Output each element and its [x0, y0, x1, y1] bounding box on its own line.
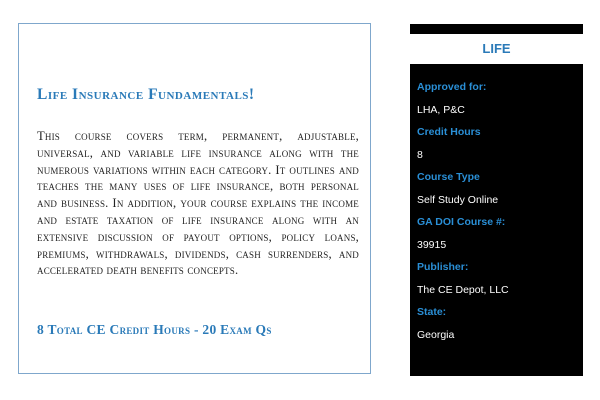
field-credit-hours — [417, 121, 583, 166]
course-card — [18, 23, 371, 374]
course-summary: 8 Total CE Credit Hours - 20 Exam Qs — [37, 322, 272, 337]
field-label: Publisher: — [417, 261, 469, 273]
field-ga-doi-course — [417, 211, 583, 256]
field-value: 39915 — [417, 238, 447, 251]
field-value: LHA, P&C — [417, 103, 465, 116]
field-label: Course Type — [417, 171, 480, 183]
field-value: The CE Depot, LLC — [417, 283, 509, 296]
course-details-panel — [410, 64, 583, 376]
field-label: State: — [417, 306, 447, 318]
field-course-type — [417, 166, 583, 211]
field-label: GA DOI Course #: — [417, 216, 506, 228]
field-value: Georgia — [417, 328, 455, 341]
field-state — [417, 301, 583, 346]
field-label: Credit Hours — [417, 126, 481, 138]
sidebar-header: LIFE — [410, 34, 583, 64]
field-approved-for — [417, 76, 583, 121]
field-value: Self Study Online — [417, 193, 499, 206]
course-title: Life Insurance Fundamentals! — [37, 86, 255, 103]
course-description: This course covers term, permanent, adjustable, universal, and variable life insurance along with the numerous variations within each category. It outlines and teaches the many uses of life insurance, both personal and business. In addition, your course explains the income and estate taxation of life insurance along with an extensive discussion of payout options, policy loans, premiums, withdrawals, dividends, cash surrenders, and accelerated death benefits concepts. — [37, 129, 359, 278]
sidebar-top-bar — [410, 24, 583, 34]
field-publisher — [417, 256, 583, 301]
field-value: 8 — [417, 148, 423, 161]
field-label: Approved for: — [417, 81, 487, 93]
